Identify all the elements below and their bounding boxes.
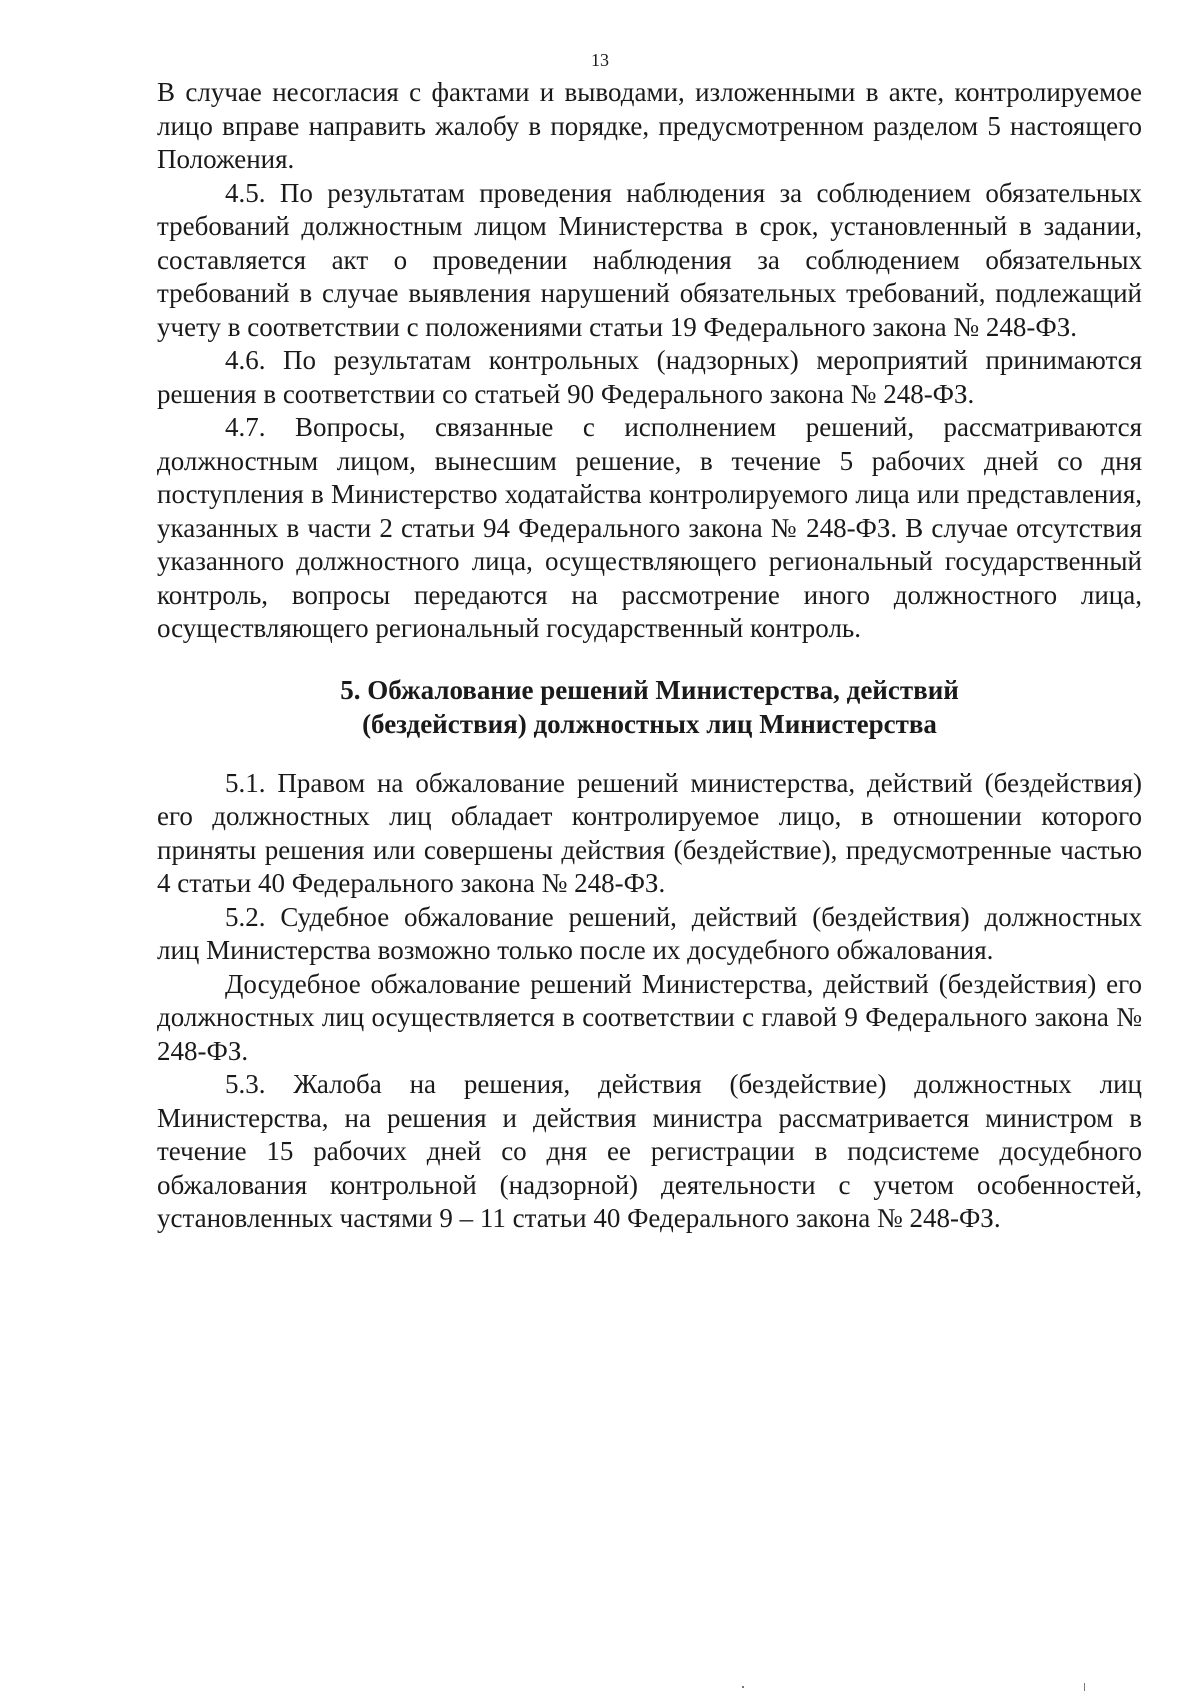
paragraph-disagreement: В случае несогласия с фактами и выводами, изложенными в акте, контролируемое лицо вправе направить жалобу в порядке, предусмотренном разделом 5 настоящего Положения. <box>157 77 1142 174</box>
paragraph-4-7: 4.7. Вопросы, связанные с исполнением решений, рассматриваются должностным лицом, вынесшим решение, в течение 5 рабочих дней со дня поступления в Министерство ходатайства контролируемого лица или представления, указанных в части 2 статьи 94 Федерального закона № 248-ФЗ. В случае отсутствия указанного должностного лица, осуществляющего региональный государственный контроль, вопросы передаются на рассмотрение иного должностного лица, осуществляющего региональный государственный контроль. <box>157 412 1142 643</box>
section-heading <box>157 673 1142 741</box>
page-number: 13 <box>591 50 609 70</box>
paragraph-5-1: 5.1. Правом на обжалование решений министерства, действий (бездействия) его должностных лиц обладает контролируемое лицо, в отношении которого приняты решения или совершены действия (бездействие), предусмотренные частью 4 статьи 40 Федерального закона № 248-ФЗ. <box>157 767 1142 898</box>
paragraph-4-5: 4.5. По результатам проведения наблюдения за соблюдением обязательных требований должностным лицом Министерства в срок, установленный в задании, составляется акт о проведении наблюдения за соблюдением обязательных требований в случае выявления нарушений обязательных требований, подлежащий учету в соответствии с положениями статьи 19 Федерального закона № 248-ФЗ. <box>157 177 1142 342</box>
section-heading-line-2: (бездействия) должностных лиц Министерства <box>362 708 937 739</box>
scan-speck <box>742 1686 744 1688</box>
document-body <box>157 76 1142 1236</box>
paragraph-pretrial-appeal: Досудебное обжалование решений Министерства, действий (бездействия) его должностных лиц осуществляется в соответствии с главой 9 Федерального закона № 248-ФЗ. <box>157 968 1142 1066</box>
paragraph-5-2: 5.2. Судебное обжалование решений, действий (бездействия) должностных лиц Министерства возможно только после их досудебного обжалования. <box>157 901 1142 965</box>
paragraph-5-3: 5.3. Жалоба на решения, действия (бездействие) должностных лиц Министерства, на решения и действия министра рассматривается министром в течение 15 рабочих дней со дня ее регистрации в подсистеме досудебного обжалования контрольной (надзорной) деятельности с учетом особенностей, установленных частями 9 – 11 статьи 40 Федерального закона № 248-ФЗ. <box>157 1069 1142 1233</box>
scan-speck <box>1084 1683 1085 1691</box>
section-heading-line-1: 5. Обжалование решений Министерства, действий <box>340 674 959 705</box>
paragraph-4-6: 4.6. По результатам контрольных (надзорных) мероприятий принимаются решения в соответствии со статьей 90 Федерального закона № 248-ФЗ. <box>157 345 1142 409</box>
